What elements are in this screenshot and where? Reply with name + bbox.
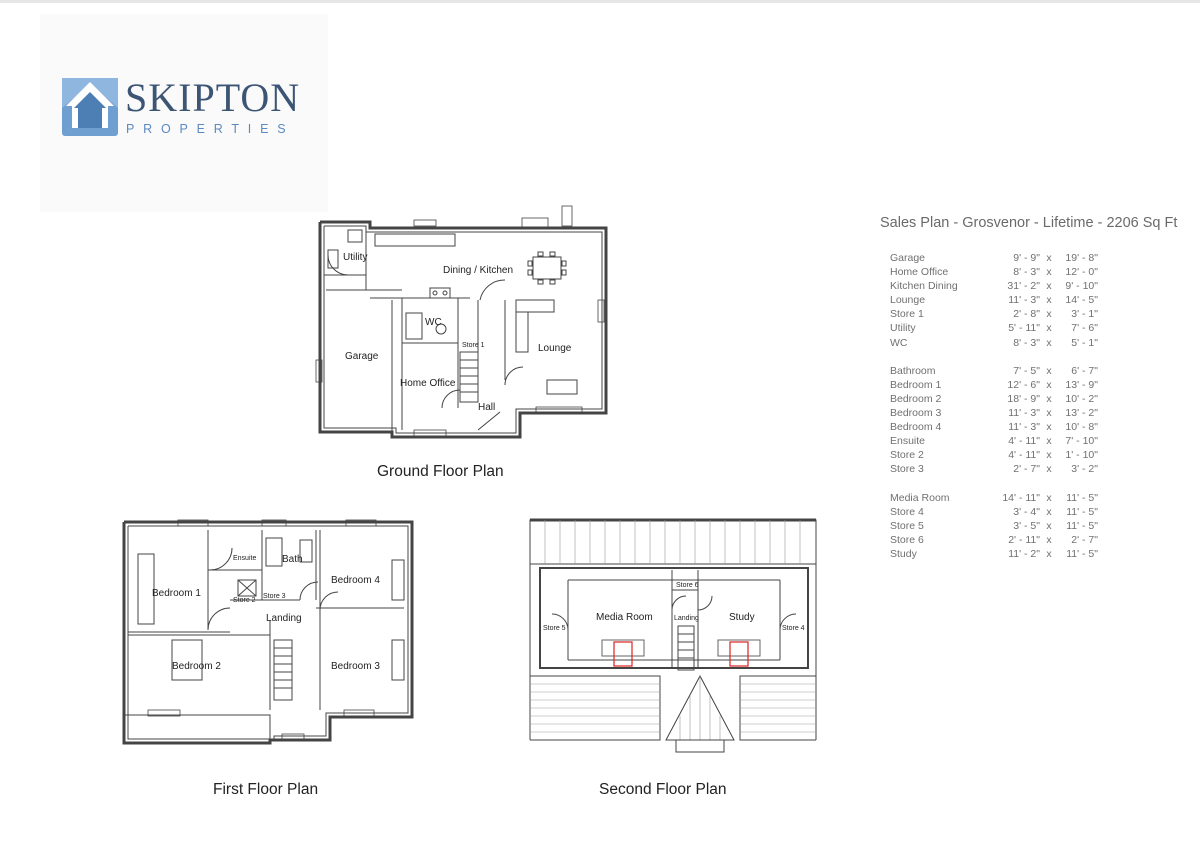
room-width: 4' - 11" [1008,449,1040,462]
first-stairs [274,640,292,700]
label-store5: Store 5 [543,625,566,632]
dimension-separator: x [1046,491,1052,504]
dimension-separator: x [1046,280,1052,293]
brand-name: SKIPTON [125,75,301,120]
room-length: 10' - 2" [1065,392,1098,405]
room-name: Lounge [890,294,926,307]
room-length: 3' - 2" [1071,463,1098,476]
label-hall: Hall [478,402,496,413]
label-dining-kitchen: Dining / Kitchen [443,265,514,276]
dimension-separator: x [1046,407,1052,420]
room-width: 2' - 7" [1013,463,1040,476]
room-name: Store 4 [890,505,924,518]
room-length: 12' - 0" [1065,266,1098,279]
room-length: 11' - 5" [1066,519,1098,532]
room-width: 9' - 9" [1013,252,1040,264]
room-width: 18' - 9" [1007,392,1040,405]
room-width: 11' - 3" [1008,421,1040,434]
dimension-separator: x [1046,294,1052,307]
room-width: 4' - 11" [1008,435,1040,448]
room-width: 3' - 5" [1013,519,1040,532]
dimension-separator: x [1046,421,1052,434]
room-name: Bedroom 2 [890,392,942,405]
room-length: 1' - 10" [1065,449,1098,462]
room-width: 31' - 2" [1007,280,1040,293]
room-name: Media Room [890,491,950,504]
label-media-room: Media Room [596,612,653,623]
room-length: 13' - 9" [1065,378,1098,391]
room-length: 7' - 6" [1071,322,1098,335]
label-bedroom2: Bedroom 2 [172,661,221,672]
room-name: Utility [890,322,916,335]
dimension-separator: x [1046,252,1052,264]
label-ensuite: Ensuite [233,555,257,562]
dimension-separator: x [1046,308,1052,321]
label-bedroom1: Bedroom 1 [152,588,201,599]
first-floor-title: First Floor Plan [213,781,319,798]
room-length: 11' - 5" [1066,491,1098,504]
room-name: WC [890,336,908,349]
label-study: Study [729,612,755,623]
second-floor-title: Second Floor Plan [599,781,727,798]
label-store6: Store 6 [676,582,699,589]
room-length: 11' - 5" [1066,505,1098,518]
label-bath: Bath [282,554,303,565]
label-wc: WC [425,317,442,328]
label-store3: Store 3 [263,593,286,600]
room-name: Store 2 [890,449,924,462]
room-name: Garage [890,252,926,264]
label-home-office: Home Office [400,378,456,389]
room-width: 5' - 11" [1008,322,1040,335]
dimension-separator: x [1046,449,1052,462]
label-landing-2: Landing [674,615,699,622]
room-name: Kitchen Dining [890,280,958,293]
room-width: 7' - 5" [1013,364,1040,377]
room-name: Bathroom [890,364,936,377]
dimension-separator: x [1046,519,1052,532]
room-length: 2' - 7" [1071,533,1098,546]
label-store4: Store 4 [782,625,805,632]
room-name: Ensuite [890,435,926,448]
second-stairs [678,626,694,670]
dimension-separator: x [1046,378,1052,391]
room-width: 2' - 8" [1013,308,1040,321]
room-length: 6' - 7" [1071,364,1098,377]
room-width: 14' - 11" [1002,491,1040,504]
label-utility: Utility [343,252,368,263]
room-length: 10' - 8" [1065,421,1098,434]
dimension-separator: x [1046,322,1052,335]
room-length: 13' - 2" [1065,407,1098,420]
room-length: 5' - 1" [1071,336,1098,349]
room-width: 11' - 3" [1008,407,1040,420]
ground-floor-plan [316,206,606,437]
brand-subtitle: PROPERTIES [126,122,295,136]
room-width: 3' - 4" [1013,505,1040,518]
dimension-separator: x [1046,392,1052,405]
room-name: Bedroom 1 [890,378,942,391]
room-name: Store 3 [890,463,924,476]
label-bedroom3: Bedroom 3 [331,661,380,672]
dimension-separator: x [1046,266,1052,279]
room-name: Store 6 [890,533,924,546]
label-lounge: Lounge [538,343,572,354]
label-bedroom4: Bedroom 4 [331,575,380,586]
label-store1: Store 1 [462,342,485,349]
room-name: Bedroom 4 [890,421,942,434]
room-width: 11' - 3" [1008,294,1040,307]
room-length: 9' - 10" [1065,280,1098,293]
room-length: 14' - 5" [1065,294,1098,307]
label-store2: Store 2 [233,597,256,604]
room-width: 2' - 11" [1008,533,1040,546]
room-length: 19' - 8" [1065,252,1098,264]
room-name: Home Office [890,266,949,279]
sales-plan-title: Sales Plan - Grosvenor - Lifetime - 2206 Sq Ft [880,215,1178,231]
room-length: 7' - 10" [1065,435,1098,448]
second-floor-plan [530,520,816,752]
dimension-separator: x [1046,547,1052,560]
ground-stairs [460,352,478,402]
room-name: Store 1 [890,308,924,321]
room-name: Bedroom 3 [890,407,942,420]
room-width: 11' - 2" [1008,547,1040,560]
label-garage: Garage [345,351,379,362]
room-width: 8' - 3" [1013,336,1040,349]
ground-floor-title: Ground Floor Plan [377,463,504,480]
room-width: 12' - 6" [1007,378,1040,391]
dimension-separator: x [1046,505,1052,518]
room-width: 8' - 3" [1013,266,1040,279]
dimension-separator: x [1046,533,1052,546]
dimension-separator: x [1046,336,1052,349]
dimension-separator: x [1046,435,1052,448]
first-floor-plan [124,520,412,743]
room-length: 3' - 1" [1071,308,1098,321]
dimension-separator: x [1046,463,1052,476]
room-length: 11' - 5" [1066,547,1098,560]
label-landing: Landing [266,613,302,624]
room-name: Store 5 [890,519,924,532]
room-name: Study [890,547,917,560]
dimension-separator: x [1046,364,1052,377]
